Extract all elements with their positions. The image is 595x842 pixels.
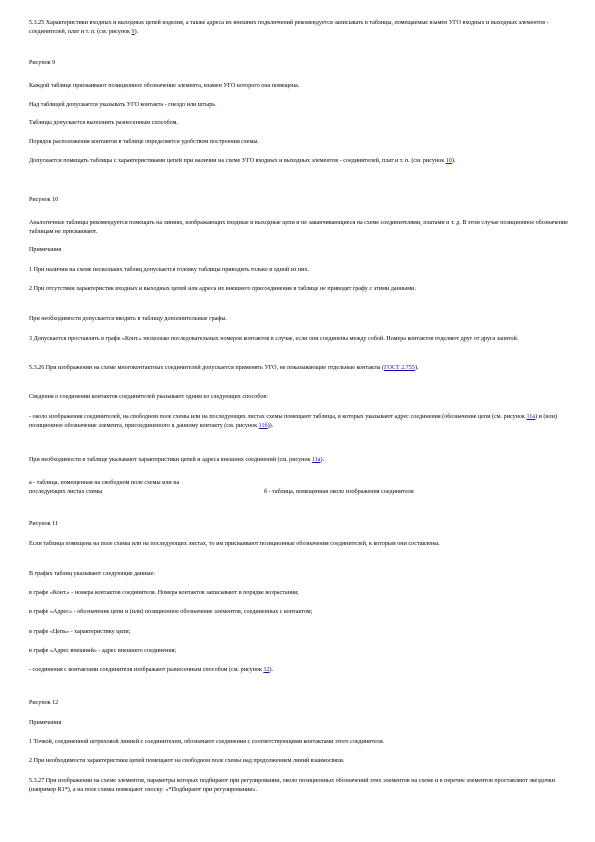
paragraph-5-3-26: 5.3.26 При изображении на схеме многоконтактных соединителей допускается применять УГО, не показывающие отдельные контакты (ГОСТ 2.755). [29,365,419,371]
note-extra-columns: При необходимости допускается вводить в таблицу дополнительные графы. [29,316,227,322]
paragraph-contact-order: Порядок расположения контактов в таблице определяется удобством построения схемы. [29,139,259,145]
figure-10-link[interactable]: 10 [445,158,452,164]
paragraph-tables-with-ugo: Допускается помещать таблицы с характеристиками цепей при наличии на схеме УГО входных и выходных элементов - соединителей, плат и т. п. (см. рисунок 10). [29,158,456,164]
figure-9-link[interactable]: 9 [131,29,135,35]
note-1: 1 При наличии на схеме нескольких таблиц допускается головку таблицы приводить только в одной из них. [29,267,310,273]
paragraph-table-designation: Каждой таблице присваивают позиционное обозначение элемента, взамен УГО которого она помещена. [29,83,300,89]
column-circuit-description: в графе «Цепь» - характеристику цепи; [29,629,131,635]
note-dot-dashed-line: 1 Точкой, соединенной штриховой линией с соединителем, обозначают соединения с соответствующими контактами этого соединителя. [29,739,385,745]
column-kont-description: в графе «Конт.» - номера контактов соединителя. Номера контактов записывают в порядке возрастания; [29,590,299,596]
paragraph-5-3-25: 5.3.25 Характеристики входных и выходных цепей изделия, а также адреса их внешних подключений рекомендуется записывать в таблицы, помещаемые взамен УГО входных и выходных элементов - соединителей, плат и т. п. (см. рисунок 9). [29,20,549,35]
figure-9-caption: Рисунок 9 [29,60,56,66]
paragraph-table-columns: В графах таблиц указывают следующие данные: [29,571,155,577]
notes-heading-1: Примечания [29,247,62,253]
gost-2-755-link[interactable]: ГОСТ 2.755 [384,365,415,371]
note-3: 3 Допускается проставлять в графе «Конт.» несколько последовательных номеров контактов в случае, если они соединены между собой. Номера контактов отделяют друг от друга запятой. [29,336,519,342]
paragraph-circuit-characteristics: При необходимости в таблице указывают характеристики цепей и адреса внешних соединений (см. рисунок 11а). [29,457,325,463]
figure-11b-caption: б - таблица, помещенная около изображения соединителя [264,489,414,495]
figure-11b-link[interactable]: 11б [258,423,268,429]
paragraph-connection-methods: Сведения о соединении контактов соединителей указывают одним из следующих способов: [29,394,268,400]
paragraph-similar-tables: Аналогичные таблицы рекомендуется помещать на линиях, изображающих входные и выходные цепи и не заканчивающиеся на схеме соединителями, платами и т. д. В этом случае позиционное обозначение таблицам не присваивают. [29,220,568,235]
figure-12-caption: Рисунок 12 [29,700,59,706]
paragraph-5-3-27: 5.3.27 При изображении на схеме элементов, параметры которых подбирают при регулировании, около позиционных обозначений этих элементов на схеме и в перечне элементов проставляют звездочки (например R1*), а на поле схемы помещают сноску: «*Подбирают при регулировании». [29,778,555,793]
paragraph-connector-tables: - около изображения соединителей, на свободном поле схемы или на последующих листах схемы помещают таблицы, в которых указывают адрес соединения (обозначение цепи (см. рисунок 11а) и (или) позиционное обозначение элемента, присоединенного к данному контакту (см. рисунок 11б)). [29,414,558,429]
figure-11a-link-2[interactable]: 11а [311,457,321,463]
paragraph-split-connections: - соединения с контактами соединителя изображают разнесенным способом (см. рисунок 12). [29,667,274,673]
notes-heading-2: Примечания [29,720,62,726]
note-2: 2 При отсутствии характеристик входных и выходных цепей или адреса их внешнего присоединения в таблице не приводят графу с этими данными. [29,286,416,292]
figure-11a-caption: а - таблица, помещенная на свободном поле схемы или на последующих листах схемы [29,480,180,495]
column-external-address-description: в графе «Адрес внешний» - адрес внешнего соединения; [29,648,177,654]
paragraph-contact-ugo: Над таблицей допускается указывать УГО контакта - гнездо или штырь. [29,102,217,108]
note-circuit-characteristics: 2 При необходимости характеристики цепей помещают на свободном поле схемы над продолжением линий взаимосвязи. [29,758,345,764]
figure-11-caption: Рисунок 11 [29,521,58,527]
column-address-description: в графе «Адрес» - обозначение цепи и (или) позиционное обозначение элементов, соединенных с контактом; [29,609,313,615]
paragraph-split-tables: Таблицы допускается выполнять разнесенным способом. [29,120,178,126]
figure-10-caption: Рисунок 10 [29,197,59,203]
figure-12-link[interactable]: 12 [263,667,270,673]
paragraph-table-positional-designations: Если таблица помещена на поле схемы или на последующих листах, то им присваивают позиционные обозначения соединителей, к которым они составлены. [29,541,440,547]
figure-11a-link[interactable]: 11а [526,414,536,420]
